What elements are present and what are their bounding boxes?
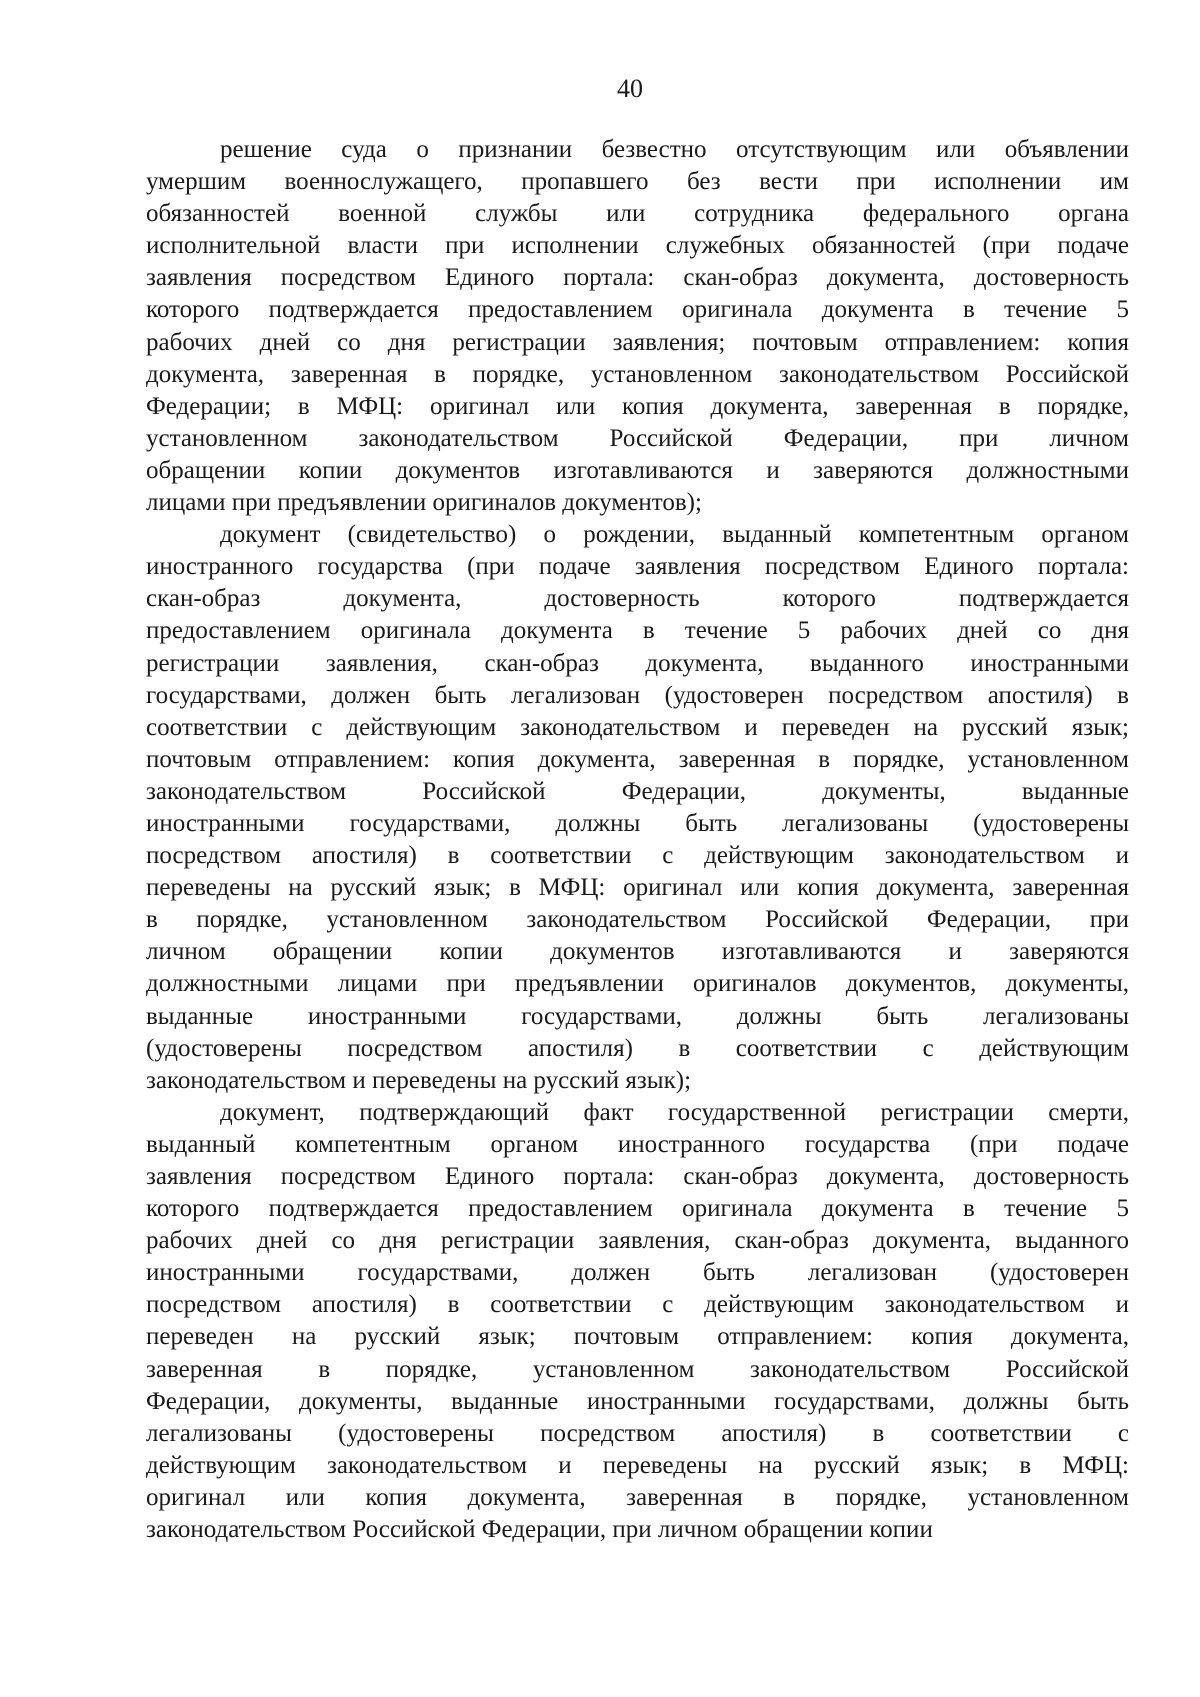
text-line: легализованы (удостоверены посредством апостиля) в соответствии с (146, 1419, 1129, 1447)
text-line: (удостоверены посредством апостиля) в соответствии с действующим (146, 1034, 1129, 1062)
text-line: иностранными государствами, должен быть легализован (удостоверен (146, 1259, 1129, 1287)
text-line: действующим законодательством и переведены на русский язык; в МФЦ: (146, 1451, 1129, 1479)
text-line: установленном законодательством Российской Федерации, при личном (146, 424, 1129, 452)
paragraph (146, 1097, 1129, 1546)
text-line: которого подтверждается предоставлением оригинала документа в течение 5 (146, 296, 1129, 324)
text-line: исполнительной власти при исполнении служебных обязанностей (при подаче (146, 232, 1129, 260)
text-line: законодательством Российской Федерации, документы, выданные (146, 777, 1129, 805)
text-line: заявления посредством Единого портала: скан-образ документа, достоверность (146, 1163, 1129, 1190)
page-number: 40 (617, 74, 643, 103)
paragraph (146, 519, 1129, 1097)
text-line: скан-образ документа, достоверность которого подтверждается (146, 585, 1129, 613)
text-line: выданные иностранными государствами, должны быть легализованы (146, 1002, 1129, 1030)
text-line: посредством апостиля) в соответствии с действующим законодательством и (146, 1291, 1129, 1319)
text-line: иностранными государствами, должны быть легализованы (удостоверены (146, 809, 1129, 837)
text-line: в порядке, установленном законодательством Российской Федерации, при (146, 906, 1129, 934)
text-line: государствами, должен быть легализован (удостоверен посредством апостиля) в (146, 681, 1129, 709)
text-line: документ (свидетельство) о рождении, выданный компетентным органом (220, 521, 1129, 549)
text-line: которого подтверждается предоставлением оригинала документа в течение 5 (146, 1195, 1129, 1223)
text-line: Федерации, документы, выданные иностранными государствами, должны быть (146, 1387, 1129, 1415)
text-line: законодательством Российской Федерации, при личном обращении копии (146, 1516, 933, 1544)
document-body (146, 134, 1129, 1546)
text-line: лицами при предъявлении оригиналов документов); (146, 489, 702, 517)
text-line: выданный компетентным органом иностранного государства (при подаче (146, 1130, 1129, 1158)
text-line: переведены на русский язык; в МФЦ: оригинал или копия документа, заверенная (146, 874, 1129, 902)
text-line: оригинал или копия документа, заверенная в порядке, установленном (146, 1483, 1129, 1511)
text-line: обязанностей военной службы или сотрудника федерального органа (146, 200, 1129, 228)
text-line: иностранного государства (при подаче заявления посредством Единого портала: (146, 553, 1129, 581)
text-line: переведен на русский язык; почтовым отправлением: копия документа, (146, 1323, 1129, 1351)
text-line: обращении копии документов изготавливаются и заверяются должностными (146, 456, 1129, 484)
text-line: решение суда о признании безвестно отсутствующим или объявлении (220, 136, 1129, 163)
text-line: должностными лицами при предъявлении оригиналов документов, документы, (146, 970, 1129, 998)
text-line: Федерации; в МФЦ: оригинал или копия документа, заверенная в порядке, (146, 392, 1129, 420)
text-line: предоставлением оригинала документа в течение 5 рабочих дней со дня (146, 617, 1129, 645)
text-line: регистрации заявления, скан-образ документа, выданного иностранными (146, 649, 1129, 677)
text-line: почтовым отправлением: копия документа, заверенная в порядке, установленном (146, 745, 1129, 773)
text-line: заявления посредством Единого портала: скан-образ документа, достоверность (146, 264, 1129, 292)
text-line: умершим военнослужащего, пропавшего без вести при исполнении им (146, 168, 1129, 196)
text-line: соответствии с действующим законодательством и переведен на русский язык; (146, 713, 1129, 741)
text-line: рабочих дней со дня регистрации заявления, скан-образ документа, выданного (146, 1227, 1129, 1255)
text-line: документа, заверенная в порядке, установленном законодательством Российской (146, 360, 1129, 388)
text-line: заверенная в порядке, установленном законодательством Российской (146, 1355, 1129, 1383)
text-line: документ, подтверждающий факт государственной регистрации смерти, (220, 1098, 1129, 1126)
text-line: посредством апостиля) в соответствии с действующим законодательством и (146, 842, 1129, 870)
text-line: рабочих дней со дня регистрации заявления; почтовым отправлением: копия (146, 328, 1129, 356)
text-line: личном обращении копии документов изготавливаются и заверяются (146, 938, 1129, 966)
text-line: законодательством и переведены на русский язык); (146, 1066, 692, 1094)
paragraph (146, 134, 1129, 519)
